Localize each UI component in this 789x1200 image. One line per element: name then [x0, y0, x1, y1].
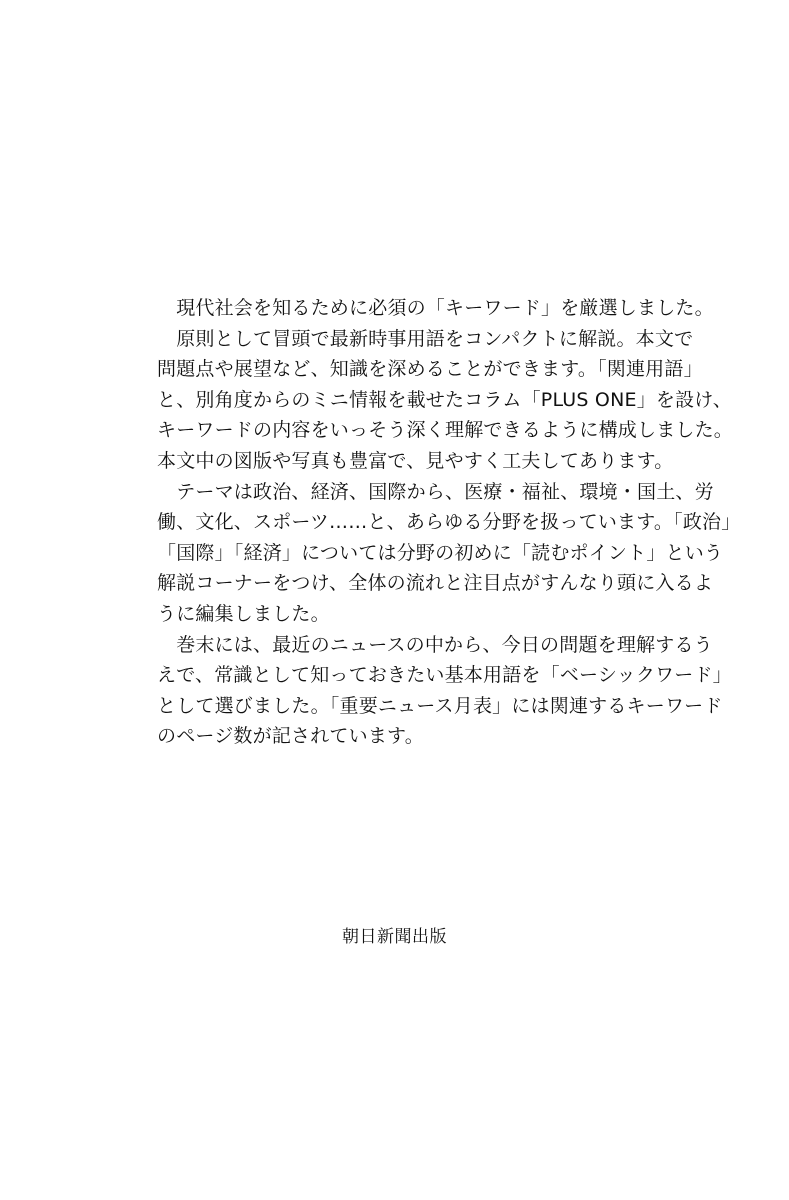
text-line: うに編集しました。 — [157, 602, 330, 625]
text-line: キーワードの内容をいっそう深く理解できるように構成しました。 — [157, 419, 734, 442]
text-line: 「国際」「経済」については分野の初めに「読むポイント」という — [157, 541, 724, 564]
text-line: 問題点や展望など、知識を深めることができます。「関連用語」 — [157, 358, 703, 381]
text-line: テーマは政治、経済、国際から、医療・福祉、環境・国土、労 — [157, 480, 714, 503]
text-line: 本文中の図版や写真も豊富で、見やすく工夫してあります。 — [157, 449, 674, 472]
text-line: 原則として冒頭で最新時事用語をコンパクトに解説。本文で — [157, 327, 694, 350]
text-line: 現代社会を知るために必須の「キーワード」を厳選しました。 — [157, 297, 714, 319]
publisher-name: 朝日新聞出版 — [342, 927, 447, 947]
text-line: 巻末には、最近のニュースの中から、今日の問題を理解するう — [157, 633, 713, 656]
description-text — [157, 293, 741, 752]
text-line: として選びました。「重要ニュース月表」には関連するキーワード — [157, 694, 723, 717]
text-line: のページ数が記されています。 — [157, 725, 424, 748]
text-line: えで、常識として知っておきたい基本用語を「ベーシックワード」 — [157, 664, 732, 687]
text-line: 解説コーナーをつけ、全体の流れと注目点がすんなり頭に入るよ — [157, 572, 714, 595]
text-line: 働、文化、スポーツ……と、あらゆる分野を扱っています。「政治」 — [157, 511, 741, 534]
text-line: と、別角度からのミニ情報を載せたコラム「PLUS ONE」を設け、 — [157, 388, 732, 411]
